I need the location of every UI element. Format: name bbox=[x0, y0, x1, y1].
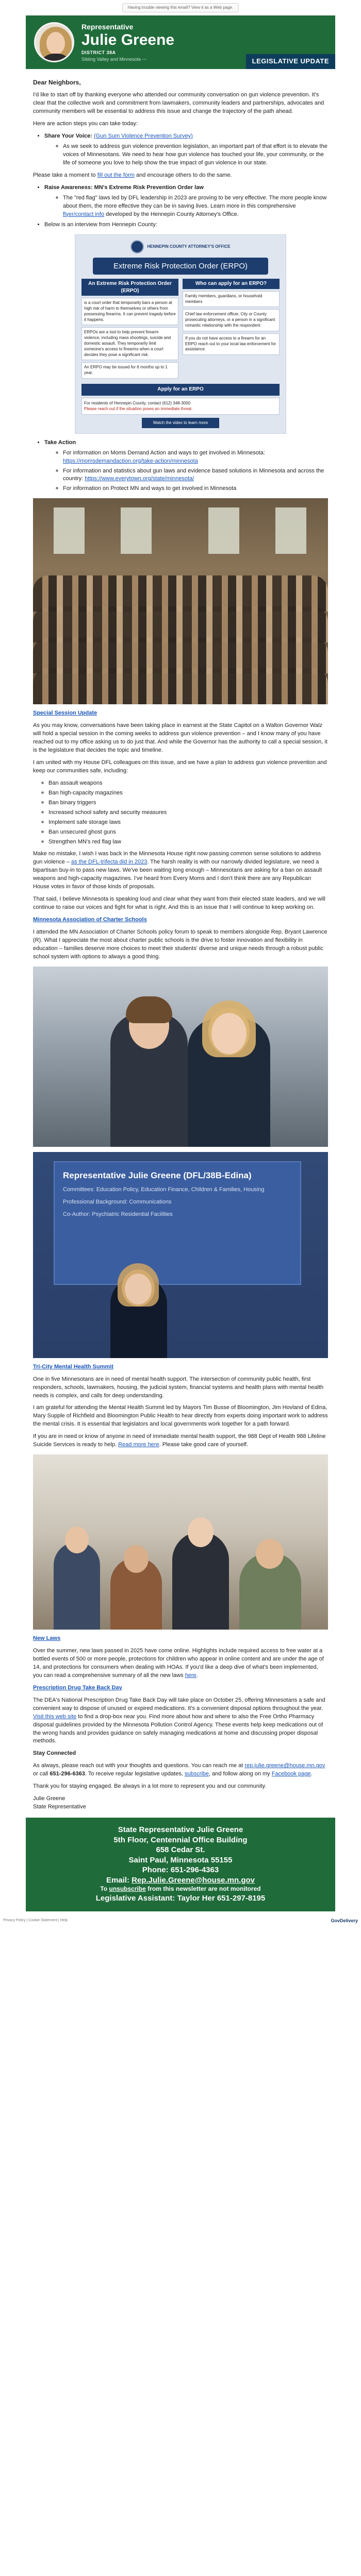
footer-email-link[interactable]: Rep.Julie.Greene@house.mn.gov bbox=[132, 1875, 255, 1885]
erpo-right-heading: Who can apply for an ERPO? bbox=[183, 279, 280, 289]
take-action-protect: ◦ For information on Protect MN and ways to get involved in Minnesota bbox=[63, 485, 328, 493]
ss-item: ◦ Increased school safety and security measures bbox=[48, 809, 328, 817]
special-session-heading: Special Session Update bbox=[33, 710, 97, 717]
fill-form-link[interactable]: fill out the form bbox=[97, 172, 135, 178]
closing-paragraph: Thank you for staying engaged. Be always in a lot more to represent you and our community. bbox=[33, 1783, 267, 1790]
new-laws-heading: New Laws bbox=[33, 1635, 61, 1642]
summit-slide-line: Co-Author: Psychiatric Residential Facilities bbox=[63, 1211, 173, 1218]
footer-line-1: State Representative Julie Greene bbox=[118, 1825, 243, 1835]
footer-unsubscribe-line: To unsubscribe from this newsletter are not monitored bbox=[100, 1885, 261, 1893]
ss-item: ◦ Ban unsecured ghost guns bbox=[48, 828, 328, 837]
summit-read-more-link[interactable]: Read more here bbox=[118, 1442, 159, 1448]
summit-slide-title: Representative Julie Greene (DFL/38B-Edina) bbox=[63, 1170, 252, 1180]
raise-awareness-detail: ◦ The "red flag" laws led by DFL leadership in 2023 are proving to be very effective. The more people know about them, the more effective they can be in saving lives. Learn more in this comprehensive flyer/contact info developed by the Hennepin County Attorney's Office. bbox=[63, 194, 328, 219]
ss-item: ◦ Strengthen MN's red flag law bbox=[48, 838, 328, 846]
summit-p2: I am grateful for attending the Mental Health Summit led by Mayors Tim Busse of Bloomington, Jim Hovland of Edina, Mary Supple of Richfield and Bloomington Public Health to hear directly from experts doing important work to address the mental crisis. It is essential that legislators and local governments work together for a path forward. bbox=[33, 1404, 328, 1428]
charter-heading: Minnesota Association of Charter Schools bbox=[33, 917, 147, 923]
prescription-link[interactable]: Visit this web site bbox=[33, 1713, 77, 1720]
town-hall-photo bbox=[33, 498, 328, 704]
erpo-logo bbox=[81, 240, 280, 253]
raise-awareness-item bbox=[44, 184, 328, 219]
take-action-label: Take Action bbox=[44, 439, 76, 446]
signoff-title: State Representative bbox=[33, 1804, 86, 1810]
take-action-moms: ◦ For information on Moms Demand Action and ways to get involved in Minnesota: https://momsdemandaction.org/take-action/minnesota bbox=[63, 449, 328, 466]
raise-awareness-sub bbox=[63, 194, 328, 219]
erpo-left-box-3: An ERPO may be issued for 6 months up to 1 year. bbox=[81, 362, 178, 379]
intro-paragraph: I'd like to start off by thanking everyone who attended our community conversation on gun violence prevention. It's clear that the collective work and commitment from lawmakers, community leaders and partnerships, advocates and community members will be essential to address this issue and change the trajectory of the path ahead. bbox=[33, 92, 324, 115]
erpo-right-box-3: If you do not have access to a firearm for an ERPO reach out to your local law enforcement for assistance. bbox=[183, 333, 280, 355]
avatar bbox=[34, 22, 74, 62]
take-action-sub bbox=[63, 449, 328, 494]
erpo-footer bbox=[81, 398, 280, 415]
stay-phone: 651-296-6363 bbox=[50, 1771, 85, 1777]
ss-item: ◦ Ban assault weapons bbox=[48, 779, 328, 788]
action-steps-intro: Here are action steps you can take today: bbox=[33, 121, 138, 127]
summit-heading: Tri-City Mental Health Summit bbox=[33, 1363, 113, 1370]
greeting: Dear Neighbors, bbox=[33, 79, 81, 86]
special-session-p4: That said, I believe Minnesota is speaking loud and clear what they want from their elected state leaders, and we will continue to raise our voices and fight for what is right. And this is an issue that I will continue to keep working on. bbox=[33, 896, 325, 911]
erpo-right-box-1: Family members, guardians, or household members bbox=[183, 291, 280, 308]
take-action-item bbox=[44, 439, 328, 494]
take-action-list bbox=[44, 439, 328, 494]
header-role: Representative bbox=[81, 23, 134, 31]
moms-demand-link[interactable]: https://momsdemandaction.org/take-action/minnesota bbox=[63, 457, 198, 464]
erpo-title: Extreme Risk Protection Order (ERPO) bbox=[93, 258, 268, 275]
special-session-list bbox=[48, 779, 328, 846]
share-voice-item bbox=[44, 132, 328, 167]
action-steps-list bbox=[44, 132, 328, 167]
special-session-p3: Make no mistake, I wish I was back in the Minnesota House right now passing common sense solutions to address gun violence – as the DFL-trifecta did in 2023. The harsh reality is with our narrowly divided legislature, we need a bipartisan buy-in to pass new laws. We've been waiting long enough – Minnesotans are asking for a ban on assault weapons and high-capacity magazines. I've heard from Every Moms and I don't think there are any Republican House votes in favor of those kinds of proposals. bbox=[33, 851, 322, 890]
share-voice-sub bbox=[63, 143, 328, 167]
newsletter-container bbox=[26, 15, 335, 1911]
new-laws-paragraph: Over the summer, new laws passed in 2025 have come online. Highlights include required access to free water at a bottled events of 500 or more people, protections for children who appear in online content and are under the age of 14, and protections for consumers when dealing with HOAs. If you'd like a deep dive of what's been implemented, you can read a comprehensive summary of all the new laws here. bbox=[33, 1648, 324, 1679]
subscribe-link[interactable]: subscribe bbox=[184, 1771, 209, 1777]
summit-p3: If you are in need or know of anyone in need of immediate mental health support, the 988 Dept of Health 988 Lifeline Suicide Services is ready to help. Read more here. Please take good care of yourself. bbox=[33, 1433, 326, 1448]
footer-line-5: Phone: 651-296-4363 bbox=[142, 1866, 219, 1875]
ss-item: ◦ Implement safe storage laws bbox=[48, 819, 328, 827]
govdelivery-logo: GovDelivery bbox=[331, 1918, 358, 1923]
footer-block bbox=[26, 1818, 335, 1911]
facebook-link[interactable]: Facebook page bbox=[271, 1771, 311, 1777]
top-strip bbox=[0, 0, 361, 15]
banner-text bbox=[81, 22, 174, 63]
view-web-link[interactable]: Having trouble viewing this email? View it as a Web page. bbox=[122, 3, 239, 12]
share-voice-detail: ◦ As we seek to address gun violence prevention legislation, an important part of that effort is to elevate the voices of Minnesotans. We need to hear how gun violence has touched your life, your community, or the life of someone you love to help show the true impact of gun violence in our state. bbox=[63, 143, 328, 167]
stay-email-link[interactable]: rep.julie.greene@house.mn.gov bbox=[244, 1762, 325, 1769]
summit-slide-line: Committees: Education Policy, Education Finance, Children & Families, Housing bbox=[63, 1187, 265, 1193]
bottom-bar-links[interactable]: Privacy Policy | Cookie Statement | Help bbox=[3, 1919, 68, 1923]
county-seal-icon bbox=[130, 240, 144, 253]
footer-email-line: Email: Rep.Julie.Greene@house.mn.gov bbox=[106, 1875, 255, 1885]
take-action-everytown: ◦ For information and statistics about gun laws and evidence based solutions in Minnesota and across the country: https://www.everytown.org/state/minnesota/ bbox=[63, 467, 328, 484]
erpo-left-box-1: is a court order that temporarily bars a person at high risk of harm to themselves or others from possessing firearms. It can prevent tragedy before it happens. bbox=[81, 298, 178, 325]
footer-line-7: Legislative Assistant: Taylor Her 651-297-8195 bbox=[95, 1893, 266, 1903]
mental-health-summit-photo bbox=[33, 1152, 328, 1358]
raise-awareness-label: Raise Awareness: MN's Extreme Risk Prevention Order law bbox=[44, 184, 204, 191]
erpo-left-heading: An Extreme Risk Protection Order (ERPO) bbox=[81, 279, 178, 296]
signoff-name: Julie Greene bbox=[33, 1795, 65, 1802]
header-district: DISTRICT 38A bbox=[81, 49, 116, 55]
footer-line-2: 5th Floor, Centennial Office Building bbox=[113, 1835, 248, 1844]
prescription-paragraph: The DEA's National Prescription Drug Take Back Day will take place on October 25, offering Minnesotans a safe and convenient way to dispose of unused or expired medications. It's a convenient disposal options throughout the year. Visit this web site to find a drop-box near you. Find more about how and where to also the Free Ortho Pharmacy disposal guidelines provided by the Minnesota Pollution Control Agency. These events help keep medications out of the wrong hands and provides guidance on safely managing medications at home and discussing proper disposal methods. bbox=[33, 1697, 325, 1744]
erpo-apply-heading: Apply for an ERPO bbox=[81, 384, 280, 396]
ss-item: ◦ Ban high-capacity magazines bbox=[48, 789, 328, 798]
awareness-list bbox=[44, 184, 328, 229]
erpo-columns bbox=[81, 279, 280, 381]
charter-forum-photo bbox=[33, 967, 328, 1147]
ss-item: ◦ Ban binary triggers bbox=[48, 799, 328, 807]
summit-slide bbox=[54, 1161, 301, 1285]
header-name: Julie Greene bbox=[81, 31, 175, 49]
summit-slide-line: Professional Background: Communications bbox=[63, 1199, 172, 1206]
share-voice-label: Share Your Voice: bbox=[44, 133, 92, 140]
stay-connected-heading: Stay Connected bbox=[33, 1750, 76, 1757]
header-banner bbox=[26, 15, 335, 69]
dfl-trifecta-link[interactable]: as the DFL-trifecta did in 2023 bbox=[71, 859, 147, 866]
charter-paragraph: I attended the MN Association of Charter Schools policy forum to speak to members alongside Rep. Bryant Lawrence (R). What I appreciate the most about charter public schools is the drive to foster innovation and flexibility in education – families deserve more choices to meet their students' diverse and unique needs through a robust public school system with options to always a good thing. bbox=[33, 928, 327, 960]
footer-unsubscribe-link[interactable]: unsubscribe bbox=[109, 1885, 146, 1893]
flyer-link[interactable]: flyer/contact info bbox=[63, 211, 105, 217]
header-towns: Sibling Valley and Minnesota --- bbox=[81, 56, 147, 62]
erpo-right-column bbox=[183, 279, 280, 381]
signature bbox=[33, 1795, 328, 1811]
erpo-video-button[interactable]: Watch the video to learn more bbox=[142, 418, 219, 428]
bottom-bar bbox=[0, 1917, 361, 1925]
prescription-heading: Prescription Drug Take Back Day bbox=[33, 1684, 122, 1691]
fill-form-paragraph: Please take a moment to fill out the form and encourage others to do the same. bbox=[33, 172, 232, 178]
erpo-flyer[interactable] bbox=[75, 234, 286, 434]
erpo-footer-warning: Please reach out if the situation poses an immediate threat. bbox=[84, 406, 193, 412]
newsletter-content bbox=[26, 69, 335, 1811]
footer-line-4: Saint Paul, Minnesota 55155 bbox=[128, 1855, 233, 1865]
special-session-p2: I am united with my House DFL colleagues on this issue, and we have a plan to address gun violence prevention and keep our communities safe, including: bbox=[33, 759, 327, 774]
legislative-update-badge: LEGISLATIVE UPDATE bbox=[246, 54, 335, 69]
footer-line-3: 658 Cedar St. bbox=[156, 1845, 205, 1855]
erpo-footer-contact: For residents of Hennepin County, contact (612) 348-3000 bbox=[84, 400, 191, 405]
share-voice-link[interactable]: (Gun Sum Violence Prevention Survey) bbox=[93, 133, 193, 140]
special-session-p1: As you may know, conversations have been taking place in earnest at the State Capitol on a Walton Governor Walz will hold a special session in the coming weeks to address gun violence prevention – and I know many of you have reached out to my office asking us to do just that. And while the Governor has the authority to call a special session, it is the legislature that decides the topic and timeline. bbox=[33, 722, 327, 754]
erpo-left-box-2: ERPOs are a tool to help prevent firearm violence, including mass shootings, suicide and domestic assault. They temporarily limit someone's access to firearms when a court decides they pose a significant risk. bbox=[81, 327, 178, 360]
stay-connected-paragraph: As always, please reach out with your thoughts and questions. You can reach me at rep.julie.greene@house.mn.gov or call 651-296-6363. To receive regular legislative updates, subscribe, and follow along on my Facebook page. bbox=[33, 1762, 325, 1777]
erpo-agency: HENNEPIN COUNTY ATTORNEY'S OFFICE bbox=[147, 244, 231, 249]
erpo-left-column bbox=[81, 279, 178, 381]
new-laws-link[interactable]: here bbox=[185, 1672, 196, 1679]
interview-item: • Below is an interview from Hennepin County: bbox=[44, 221, 328, 229]
summit-p1: One in five Minnesotans are in need of mental health support. The intersection of community public health, first responders, schools, lawmakers, housing, the judicial system, financial systems and health plans with mental health needs is complex, and calls for deep understanding. bbox=[33, 1376, 324, 1399]
everytown-link[interactable]: https://www.everytown.org/state/minnesota/ bbox=[85, 476, 194, 482]
classroom-photo bbox=[33, 1454, 328, 1630]
erpo-right-box-2: Chief law enforcement officer, City or County prosecuting attorneys, or a person in a significant romantic relationship with the respondent bbox=[183, 309, 280, 331]
